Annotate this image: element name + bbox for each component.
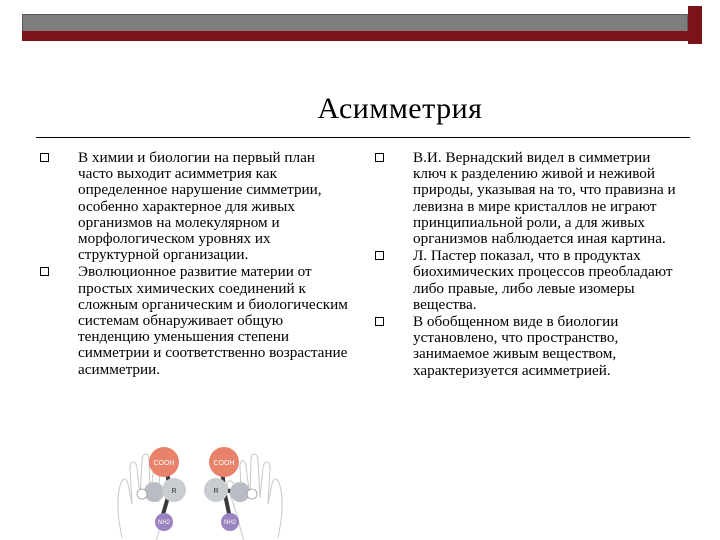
header-accent-line — [22, 31, 688, 41]
header-corner-block — [688, 6, 702, 44]
left-nh2-label: NH2 — [157, 520, 171, 526]
bullet-item — [375, 248, 685, 313]
header-bar — [22, 14, 688, 32]
left-r-label: R — [171, 488, 177, 495]
hydrogen-atom — [247, 489, 257, 499]
left-column — [40, 150, 350, 378]
square-bullet-icon — [375, 251, 384, 260]
left-cooh-label: COOH — [153, 460, 175, 467]
left-molecule — [137, 447, 186, 531]
bullet-item — [40, 264, 350, 377]
bullet-text: В обобщенном виде в биологии установлено, что пространство, занимаемое живым веществом, характеризуется асимметрией. — [413, 313, 619, 379]
right-cooh-label: COOH — [213, 460, 235, 467]
square-bullet-icon — [375, 317, 384, 326]
right-r-label: R — [213, 488, 219, 495]
right-nh2-label: NH2 — [223, 520, 237, 526]
title-divider — [36, 137, 690, 138]
bullet-text: В химии и биологии на первый план часто выходит асимметрия как определенное нарушение симметрии, особенно характерное для живых организмов на молекулярном и морфологическом уровнях их структурной организации. — [78, 149, 322, 264]
bullet-item — [375, 150, 685, 247]
slide-title: Асимметрия — [317, 92, 483, 125]
chiral-molecules-illustration — [112, 438, 288, 540]
right-column — [375, 150, 685, 379]
hydrogen-atom — [137, 489, 147, 499]
right-molecule — [204, 447, 257, 531]
bullet-item — [40, 150, 350, 263]
bullet-text: Л. Пастер показал, что в продуктах биохимических процессов преобладают либо правые, либо левые изомеры вещества. — [413, 247, 673, 313]
bullet-text: В.И. Вернадский видел в симметрии ключ к разделению живой и неживой природы, указывая на то, что правизна и левизна в мире кристаллов не играют принципиальной роли, а для живых организмов наблюдается иная картина. — [413, 149, 676, 248]
square-bullet-icon — [375, 153, 384, 162]
slide-title-container — [0, 92, 720, 126]
bullet-item — [375, 314, 685, 379]
bullet-text: Эволюционное развитие материи от простых химических соединений к сложным органическим и биологическим системам обнаруживает общую тенденцию уменьшения степени симметрии и соответственно возрастание асимметрии. — [78, 263, 348, 378]
square-bullet-icon — [40, 267, 49, 276]
square-bullet-icon — [40, 153, 49, 162]
